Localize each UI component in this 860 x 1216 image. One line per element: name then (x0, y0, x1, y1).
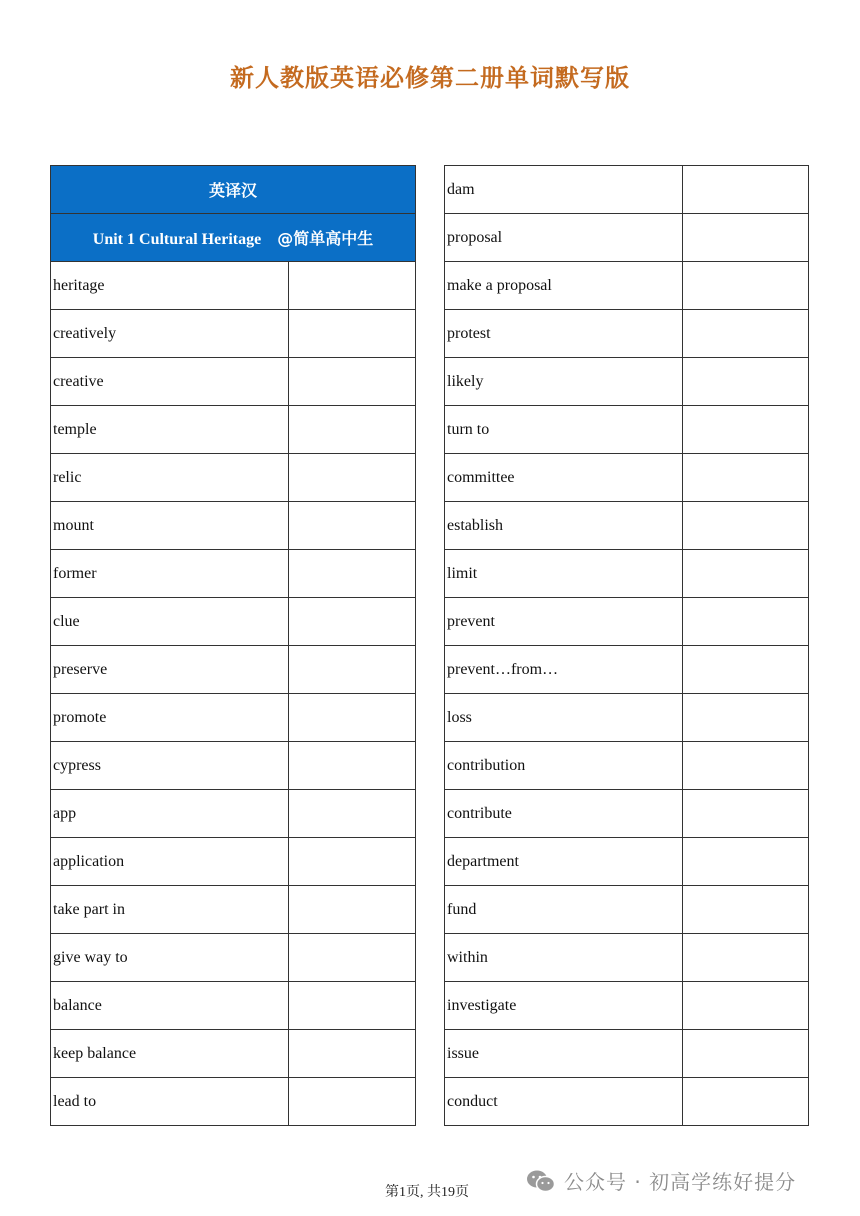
answer-cell[interactable] (683, 838, 809, 886)
answer-cell[interactable] (289, 838, 416, 886)
table-row (445, 1030, 809, 1078)
answer-cell[interactable] (683, 166, 809, 214)
word-cell: balance (51, 982, 289, 1030)
word-cell: dam (445, 166, 683, 214)
table-row (445, 838, 809, 886)
word-cell: loss (445, 694, 683, 742)
table-row (51, 886, 416, 934)
answer-cell[interactable] (683, 694, 809, 742)
word-cell: make a proposal (445, 262, 683, 310)
answer-cell[interactable] (289, 310, 416, 358)
answer-cell[interactable] (289, 934, 416, 982)
answer-cell[interactable] (289, 694, 416, 742)
word-cell: former (51, 550, 289, 598)
answer-cell[interactable] (289, 598, 416, 646)
table-row (51, 934, 416, 982)
word-cell: limit (445, 550, 683, 598)
answer-cell[interactable] (289, 886, 416, 934)
answer-cell[interactable] (683, 454, 809, 502)
table-row (445, 166, 809, 214)
word-cell: take part in (51, 886, 289, 934)
table-row (51, 742, 416, 790)
answer-cell[interactable] (683, 550, 809, 598)
word-cell: clue (51, 598, 289, 646)
answer-cell[interactable] (289, 1078, 416, 1126)
answer-cell[interactable] (683, 646, 809, 694)
answer-cell[interactable] (683, 262, 809, 310)
answer-cell[interactable] (683, 406, 809, 454)
word-cell: likely (445, 358, 683, 406)
wechat-icon (526, 1169, 556, 1193)
unit-title: Unit 1 Cultural Heritage (92, 231, 262, 248)
answer-cell[interactable] (683, 886, 809, 934)
word-cell: committee (445, 454, 683, 502)
table-row (51, 982, 416, 1030)
answer-cell[interactable] (683, 310, 809, 358)
word-cell: investigate (445, 982, 683, 1030)
watermark (526, 1166, 796, 1195)
word-cell: fund (445, 886, 683, 934)
table-row (445, 502, 809, 550)
table-row (445, 982, 809, 1030)
page-title: 新人教版英语必修第二册单词默写版 (230, 64, 630, 92)
table-row (51, 1030, 416, 1078)
table-row (445, 310, 809, 358)
answer-cell[interactable] (289, 742, 416, 790)
word-cell: contribution (445, 742, 683, 790)
word-cell: turn to (445, 406, 683, 454)
word-cell: temple (51, 406, 289, 454)
table-row (445, 262, 809, 310)
left-vocab-table (50, 165, 416, 1126)
word-cell: protest (445, 310, 683, 358)
table-row (445, 406, 809, 454)
answer-cell[interactable] (683, 1078, 809, 1126)
section-header: 英译汉 (51, 166, 416, 214)
word-cell: give way to (51, 934, 289, 982)
page-number: 第1页, 共19页 (385, 1185, 469, 1200)
word-cell: app (51, 790, 289, 838)
answer-cell[interactable] (683, 742, 809, 790)
table-row (51, 694, 416, 742)
word-cell: within (445, 934, 683, 982)
word-cell: department (445, 838, 683, 886)
answer-cell[interactable] (289, 262, 416, 310)
answer-cell[interactable] (683, 934, 809, 982)
word-cell: preserve (51, 646, 289, 694)
answer-cell[interactable] (289, 982, 416, 1030)
table-row (445, 646, 809, 694)
header-row (51, 166, 416, 214)
unit-row (51, 214, 416, 262)
table-row (445, 214, 809, 262)
answer-cell[interactable] (289, 358, 416, 406)
table-row (445, 598, 809, 646)
table-row (51, 454, 416, 502)
table-row (445, 742, 809, 790)
word-cell: prevent (445, 598, 683, 646)
table-row (51, 406, 416, 454)
unit-header (51, 214, 416, 262)
word-cell: issue (445, 1030, 683, 1078)
table-row (51, 262, 416, 310)
answer-cell[interactable] (289, 454, 416, 502)
table-row (445, 886, 809, 934)
answer-cell[interactable] (289, 646, 416, 694)
watermark-text: 公众号 · 初高学练好提分 (564, 1170, 797, 1194)
table-row (445, 694, 809, 742)
word-cell: keep balance (51, 1030, 289, 1078)
author-handle: @简单高中生 (277, 229, 374, 248)
answer-cell[interactable] (683, 214, 809, 262)
word-cell: cypress (51, 742, 289, 790)
answer-cell[interactable] (289, 1030, 416, 1078)
table-row (51, 646, 416, 694)
answer-cell[interactable] (289, 790, 416, 838)
table-row (445, 790, 809, 838)
answer-cell[interactable] (683, 358, 809, 406)
answer-cell[interactable] (683, 502, 809, 550)
table-row (445, 454, 809, 502)
word-cell: relic (51, 454, 289, 502)
word-cell: application (51, 838, 289, 886)
answer-cell[interactable] (683, 982, 809, 1030)
word-cell: creative (51, 358, 289, 406)
word-cell: prevent…from… (445, 646, 683, 694)
right-vocab-table (444, 165, 809, 1126)
answer-cell[interactable] (289, 406, 416, 454)
answer-cell[interactable] (289, 502, 416, 550)
word-cell: contribute (445, 790, 683, 838)
answer-cell[interactable] (683, 598, 809, 646)
table-row (445, 1078, 809, 1126)
table-row (445, 358, 809, 406)
answer-cell[interactable] (683, 1030, 809, 1078)
word-cell: proposal (445, 214, 683, 262)
table-row (51, 358, 416, 406)
word-cell: establish (445, 502, 683, 550)
word-cell: mount (51, 502, 289, 550)
word-cell: conduct (445, 1078, 683, 1126)
table-row (51, 550, 416, 598)
table-row (51, 790, 416, 838)
table-row (445, 550, 809, 598)
table-row (51, 310, 416, 358)
word-cell: heritage (51, 262, 289, 310)
table-row (51, 1078, 416, 1126)
word-cell: promote (51, 694, 289, 742)
table-row (445, 934, 809, 982)
word-cell: lead to (51, 1078, 289, 1126)
answer-cell[interactable] (683, 790, 809, 838)
table-row (51, 838, 416, 886)
answer-cell[interactable] (289, 550, 416, 598)
table-row (51, 502, 416, 550)
table-row (51, 598, 416, 646)
word-cell: creatively (51, 310, 289, 358)
